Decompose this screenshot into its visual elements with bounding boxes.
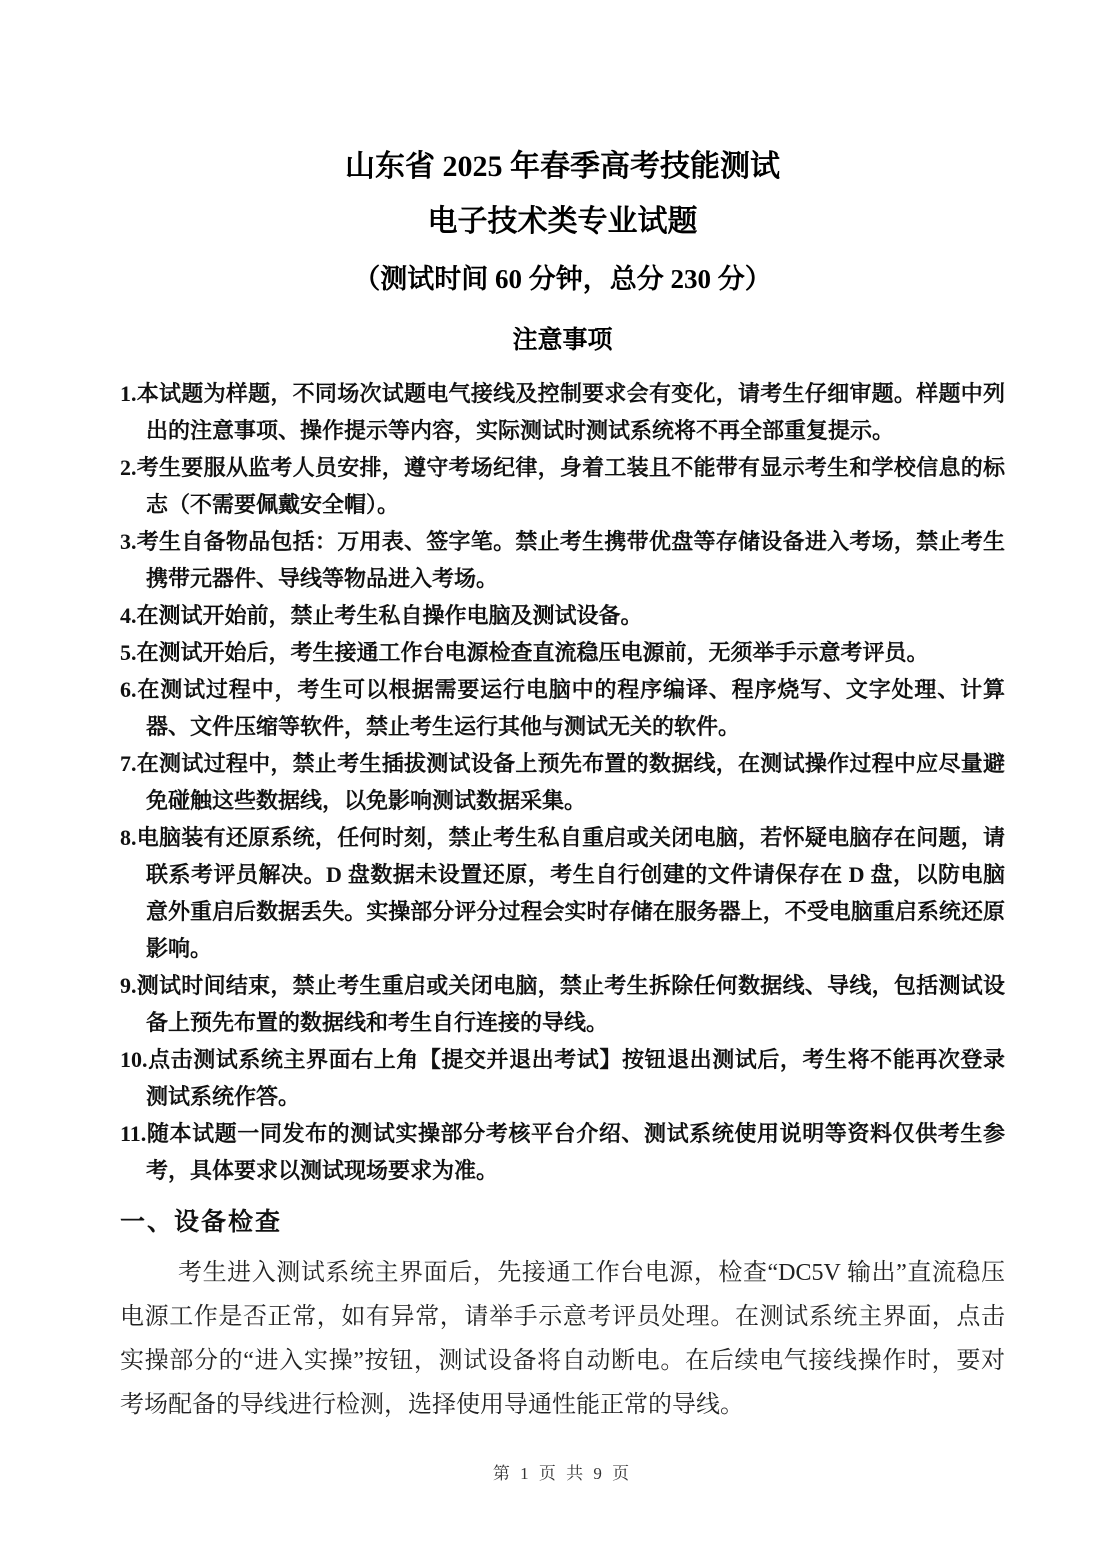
notice-item-5: 5.在测试开始后，考生接通工作台电源检查直流稳压电源前，无须举手示意考评员。: [120, 640, 929, 665]
doc-title-line-2: 电子技术类专业试题: [427, 205, 698, 238]
section-heading-equipment-check: 一、设备检查: [120, 1208, 283, 1236]
notice-item-11: 11.随本试题一同发布的测试实操部分考核平台介绍、测试系统使用说明等资料仅供考生参考，具体要求以测试现场要求为准。: [120, 1121, 1005, 1183]
equipment-check-paragraph: 考生进入测试系统主界面后，先接通工作台电源，检查“DC5V 输出”直流稳压电源工作是否正常，如有异常，请举手示意考评员处理。在测试系统主界面，点击实操部分的“进入实操”按钮，测试设备将自动断电。在后续电气接线操作时，要对考场配备的导线进行检测，选择使用导通性能正常的导线。: [120, 1260, 1005, 1418]
notes-heading: 注意事项: [512, 327, 613, 354]
notice-item-8: 8.电脑装有还原系统，任何时刻，禁止考生私自重启或关闭电脑，若怀疑电脑存在问题，请联系考评员解决。D 盘数据未设置还原，考生自行创建的文件请保存在 D 盘，以防电脑意外重启后数据丢失。实操部分评分过程会实时存储在服务器上，不受电脑重启系统还原影响。: [120, 825, 1005, 961]
notice-item-2: 2.考生要服从监考人员安排，遵守考场纪律，身着工装且不能带有显示考生和学校信息的标志（不需要佩戴安全帽）。: [120, 455, 1005, 517]
notice-item-7: 7.在测试过程中，禁止考生插拔测试设备上预先布置的数据线，在测试操作过程中应尽量避免碰触这些数据线，以免影响测试数据采集。: [120, 751, 1005, 813]
notice-item-9: 9.测试时间结束，禁止考生重启或关闭电脑，禁止考生拆除任何数据线、导线，包括测试设备上预先布置的数据线和考生自行连接的导线。: [120, 973, 1005, 1035]
notice-item-4: 4.在测试开始前，禁止考生私自操作电脑及测试设备。: [120, 603, 643, 628]
notice-item-10: 10.点击测试系统主界面右上角【提交并退出考试】按钮退出测试后，考生将不能再次登录测试系统作答。: [120, 1047, 1005, 1109]
doc-title-line-1: 山东省 2025 年春季高考技能测试: [345, 150, 780, 183]
notice-item-3: 3.考生自备物品包括：万用表、签字笔。禁止考生携带优盘等存储设备进入考场，禁止考生携带元器件、导线等物品进入考场。: [120, 529, 1005, 591]
page-number-footer: 第 1 页 共 9 页: [492, 1464, 633, 1483]
notice-item-1: 1.本试题为样题，不同场次试题电气接线及控制要求会有变化，请考生仔细审题。样题中列出的注意事项、操作提示等内容，实际测试时测试系统将不再全部重复提示。: [120, 381, 1005, 443]
notice-item-6: 6.在测试过程中，考生可以根据需要运行电脑中的程序编译、程序烧写、文字处理、计算器、文件压缩等软件，禁止考生运行其他与测试无关的软件。: [120, 677, 1005, 739]
doc-subtitle-time-score: （测试时间 60 分钟，总分 230 分）: [353, 264, 772, 294]
notes-list: [120, 375, 1005, 1189]
